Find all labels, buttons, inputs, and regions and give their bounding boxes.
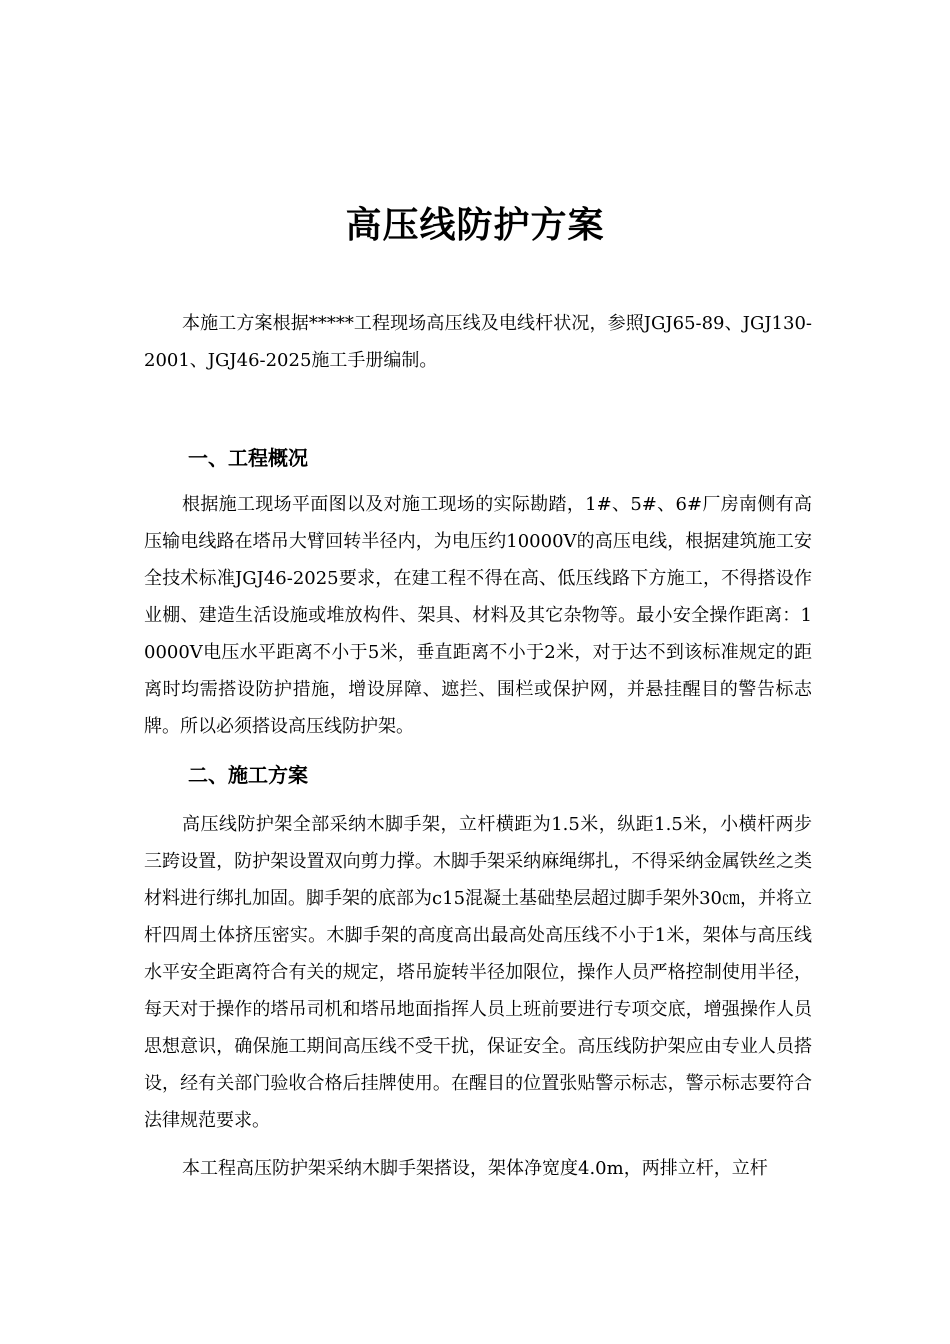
plan-paragraph-1: 高压线防护架全部采纳木脚手架，立杆横距为1.5米，纵距1.5米，小横杆两步三跨设置，防护架设置双向剪力撑。木脚手架采纳麻绳绑扎，不得采纳金属铁丝之类材料进行绑扎加固。脚手架的底部为c15混凝土基础垫层超过脚手架外30㎝，并将立杆四周土体挤压密实。木脚手架的高度高出最高处高压线不小于1米，架体与高压线水平安全距离符合有关的规定，塔吊旋转半径加限位，操作人员严格控制使用半径，每天对于操作的塔吊司机和塔吊地面指挥人员上班前要进行专项交底，增强操作人员思想意识，确保施工期间高压线不受干扰，保证安全。高压线防护架应由专业人员搭设，经有关部门验收合格后挂牌使用。在醒目的位置张贴警示标志，警示标志要符合法律规范要求。 xyxy=(144,814,812,1131)
intro-paragraph: 本施工方案根据*****工程现场高压线及电线杆状况，参照JGJ65-89、JGJ130-2001、JGJ46-2025施工手册编制。 xyxy=(144,313,812,371)
section-heading-overview: 一、工程概况 xyxy=(188,446,308,470)
section-heading-plan: 二、施工方案 xyxy=(188,763,308,787)
document-title: 高压线防护方案 xyxy=(345,204,605,246)
overview-paragraph: 根据施工现场平面图以及对施工现场的实际勘踏，1#、5#、6#厂房南侧有高压输电线路在塔吊大臂回转半径内，为电压约10000V的高压电线，根据建筑施工安全技术标准JGJ46-2025要求，在建工程不得在高、低压线路下方施工，不得搭设作业棚、建造生活设施或堆放构件、架具、材料及其它杂物等。最小安全操作距离：10000V电压水平距离不小于5米，垂直距离不小于2米，对于达不到该标准规定的距离时均需搭设防护措施，增设屏障、遮拦、围栏或保护网，并悬挂醒目的警告标志牌。所以必须搭设高压线防护架。 xyxy=(144,494,812,737)
plan-paragraph-2: 本工程高压防护架采纳木脚手架搭设，架体净宽度4.0m，两排立杆，立杆 xyxy=(182,1158,768,1179)
